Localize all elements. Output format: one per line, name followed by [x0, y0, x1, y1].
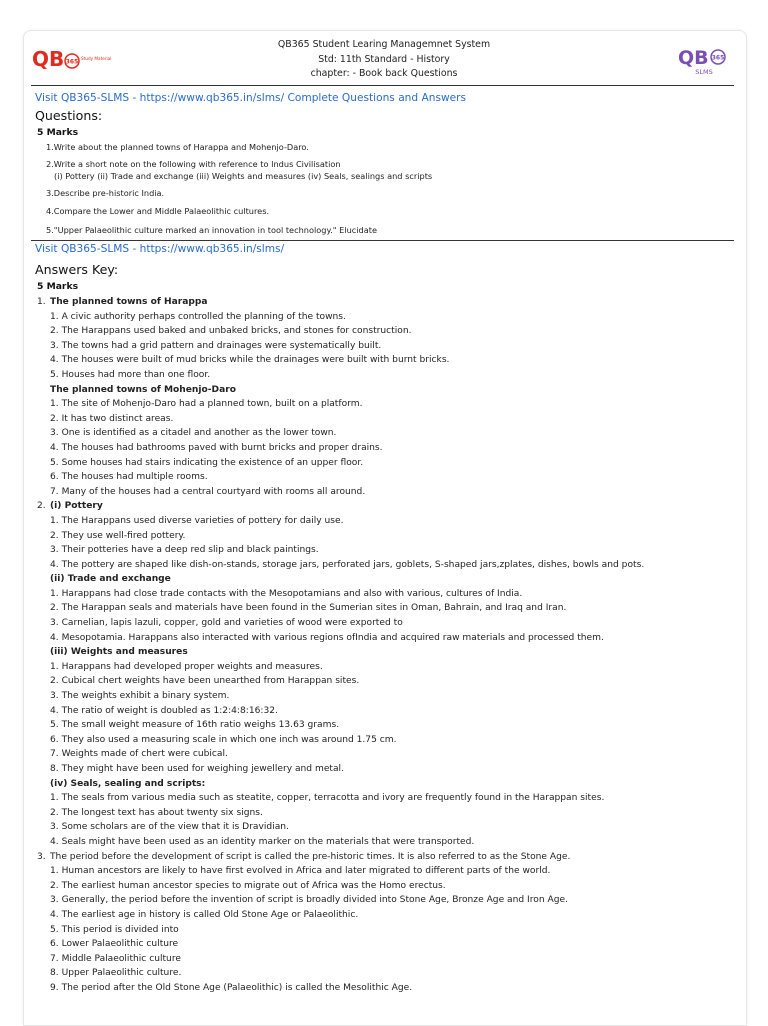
- logo-right-main: QB: [678, 47, 709, 69]
- answer-item: 8. They might have been used for weighing jewellery and metal.: [50, 764, 344, 774]
- answer-number: 1.: [37, 297, 46, 307]
- answer-item: 1. The seals from various media such as steatite, copper, terracotta and ivory are frequently found in the Harappan sites.: [50, 793, 605, 804]
- document-header: [160, 38, 608, 82]
- answer-subheading: (iv) Seals, sealing and scripts:: [50, 778, 206, 789]
- question-2: 2.Write a short note on the following with reference to Indus Civilisation: [46, 159, 341, 169]
- answer-subheading: (iii) Weights and measures: [50, 647, 188, 658]
- answer-item: 4. Seals might have been used as an identity marker on the materials that were transported.: [50, 836, 475, 847]
- answer-item: 1. Harappans had developed proper weights and measures.: [50, 661, 323, 672]
- answer-item: 7. Many of the houses had a central courtyard with rooms all around.: [50, 486, 366, 497]
- answer-item: 3. Generally, the period before the invention of script is broadly divided into Stone Age, Bronze Age and Iron Age.: [50, 895, 568, 906]
- answer-number-line: [37, 850, 737, 865]
- question-5: 5."Upper Palaeolithic culture marked an innovation in tool technology." Elucidate: [46, 225, 377, 235]
- answer-item: 1. Harappans had close trade contacts with the Mesopotamians and also with various, cultures of India.: [50, 588, 523, 599]
- answer-item: 2. The Harappan seals and materials have been found in the Sumerian sites in Oman, Bahrain, and Iraq and Iran.: [50, 603, 567, 614]
- answer-item: 5. The small weight measure of 16th ratio weighs 13.63 grams.: [50, 720, 340, 731]
- answer-number-line: [37, 499, 737, 514]
- answer-item: 2. The longest text has about twenty six signs.: [50, 807, 263, 818]
- question-2-parts: (i) Pottery (ii) Trade and exchange (iii) Weights and measures (iv) Seals, sealings and scripts: [54, 171, 433, 181]
- header-divider: [31, 85, 734, 86]
- answer-subheading: (ii) Trade and exchange: [50, 574, 171, 585]
- answer-item: 2. The earliest human ancestor species to migrate out of Africa was the Homo erectus.: [50, 880, 446, 891]
- answer-item: 8. Upper Palaeolithic culture.: [50, 968, 182, 979]
- answer-item: 7. Middle Palaeolithic culture: [50, 953, 181, 964]
- answer-lead-text: The period before the development of script is called the pre-historic times. It is also referred to as the Stone Age.: [50, 851, 571, 862]
- answer-item: 5. Some houses had stairs indicating the existence of an upper floor.: [50, 457, 364, 468]
- answer-item: 6. Lower Palaeolithic culture: [50, 939, 179, 950]
- answer-item: 5. This period is divided into: [50, 924, 179, 935]
- answer-item: 3. Their potteries have a deep red slip and black paintings.: [50, 545, 319, 556]
- answer-item: 2. The Harappans used baked and unbaked bricks, and stones for construction.: [50, 326, 412, 337]
- question-4: 4.Compare the Lower and Middle Palaeolithic cultures.: [46, 206, 270, 216]
- answer-item: 1. The Harappans used diverse varieties of pottery for daily use.: [50, 515, 344, 526]
- answer-item: 6. The houses had multiple rooms.: [50, 472, 208, 483]
- question-3: 3.Describe pre-historic India.: [46, 188, 165, 198]
- answer-item: 1. The site of Mohenjo-Daro had a planned town, built on a platform.: [50, 399, 363, 410]
- answer-item: 3. One is identified as a citadel and another as the lower town.: [50, 428, 337, 439]
- answer-item: 6. They also used a measuring scale in which one inch was around 1.75 cm.: [50, 734, 397, 745]
- answer-item: 1. A civic authority perhaps controlled the planning of the towns.: [50, 311, 346, 322]
- logo-left-badge: 365: [65, 58, 79, 66]
- answer-item: 4. The houses had bathrooms paved with burnt bricks and proper drains.: [50, 442, 383, 453]
- chapter-title: chapter: - Book back Questions: [310, 68, 458, 79]
- answer-number-line: [37, 295, 737, 310]
- qb365-link-top[interactable]: Visit QB365-SLMS - https://www.qb365.in/slms/ Complete Questions and Answers: [35, 92, 467, 104]
- answer-number: 3.: [37, 851, 46, 862]
- standard-subject: Std: 11th Standard - History: [318, 53, 450, 65]
- question-1: 1.Write about the planned towns of Harappa and Mohenjo-Daro.: [46, 142, 309, 152]
- system-title: QB365 Student Learing Managemnet System: [277, 39, 491, 50]
- questions-marks: 5 Marks: [37, 127, 79, 138]
- answer-item: 9. The period after the Old Stone Age (Palaeolithic) is called the Mesolithic Age.: [50, 982, 413, 993]
- qb365-link-middle[interactable]: Visit QB365-SLMS - https://www.qb365.in/slms/: [35, 243, 285, 255]
- qb365-slms-logo: [678, 44, 730, 76]
- logo-right-badge: 365: [711, 54, 725, 62]
- answer-item: 4. The ratio of weight is doubled as 1:2:4:8:16:32.: [50, 705, 278, 716]
- answer-lead-text: The planned towns of Harappa: [50, 297, 208, 307]
- answer-item: 7. Weights made of chert were cubical.: [50, 749, 228, 760]
- answer-item: 2. It has two distinct areas.: [50, 413, 174, 424]
- logo-left-main: QB: [32, 47, 65, 71]
- logo-left-side: Study Material: [81, 56, 112, 61]
- answer-item: 2. They use well-fired pottery.: [50, 530, 186, 541]
- answer-item: 4. The earliest age in history is called Old Stone Age or Palaeolithic.: [50, 909, 359, 920]
- answer-item: 5. Houses had more than one floor.: [50, 369, 211, 380]
- answer-item: 2. Cubical chert weights have been unearthed from Harappan sites.: [50, 676, 360, 687]
- answer-item: 1. Human ancestors are likely to have first evolved in Africa and later migrated to different parts of the world.: [50, 866, 551, 877]
- answers-marks: 5 Marks: [37, 281, 79, 292]
- logo-right-sub: SLMS: [695, 68, 713, 76]
- answer-item: 4. The houses were built of mud bricks while the drainages were built with burnt bricks.: [50, 355, 450, 366]
- answer-number: 2.: [37, 501, 46, 512]
- answers-list: [37, 295, 737, 996]
- answer-item: 4. Mesopotamia. Harappans also interacted with various regions ofIndia and acquired raw materials and processed them.: [50, 632, 604, 643]
- answer-subheading: The planned towns of Mohenjo-Daro: [50, 384, 236, 395]
- answer-item: 3. The towns had a grid pattern and drainages were systematically built.: [50, 340, 382, 351]
- answer-item: 3. Carnelian, lapis lazuli, copper, gold and varieties of wood were exported to: [50, 618, 403, 629]
- qb365-study-material-logo: [31, 44, 112, 72]
- answers-heading: Answers Key:: [35, 262, 119, 277]
- answer-lead-text: (i) Pottery: [50, 501, 103, 512]
- answer-item: 4. The pottery are shaped like dish-on-stands, storage jars, perforated jars, goblets, S-shaped jars,zplates, dishes, bowls and pots.: [50, 559, 645, 570]
- questions-heading: Questions:: [35, 108, 103, 123]
- answer-item: 3. The weights exhibit a binary system.: [50, 691, 230, 702]
- section-divider: [31, 240, 734, 241]
- answer-item: 3. Some scholars are of the view that it is Dravidian.: [50, 822, 289, 833]
